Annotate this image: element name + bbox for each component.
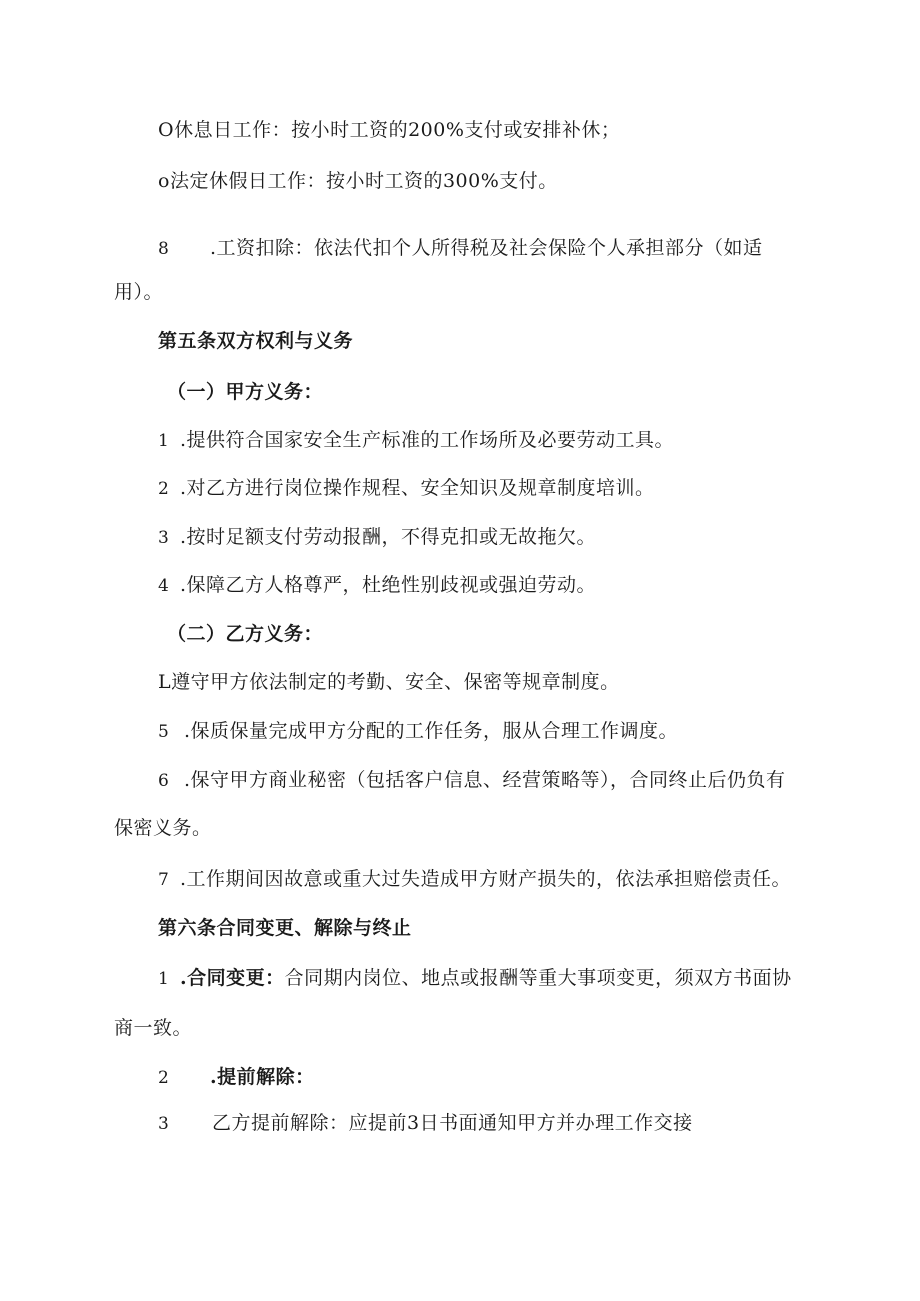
item-number: 2	[158, 479, 170, 499]
item-number: 1	[158, 969, 170, 989]
item-number: 3	[158, 1114, 170, 1134]
item-number: 7	[158, 870, 170, 890]
item-number: 4	[158, 576, 170, 596]
item-number: 3	[158, 528, 170, 548]
line-text: L遵守甲方依法制定的考勤、安全、保密等规章制度。	[158, 671, 620, 693]
party-b-item-1	[158, 670, 620, 694]
party-a-item-3	[158, 525, 596, 550]
line-text: .按时足额支付劳动报酬，不得克扣或无故拖欠。	[180, 526, 597, 548]
line-text: .工作期间因故意或重大过失造成甲方财产损失的，依法承担赔偿责任。	[180, 868, 792, 890]
party-b-item-6	[158, 768, 786, 793]
wage-deduction-continuation	[114, 280, 163, 304]
line-text: O休息日工作：按小时工资的200%支付或安排补休；	[158, 119, 621, 141]
party-a-obligations-heading	[167, 380, 323, 404]
line-text: .提前解除：	[210, 1066, 315, 1088]
section-heading: 第六条合同变更、解除与终止	[158, 917, 412, 939]
line-text: 用）。	[114, 281, 164, 303]
line-text: 商一致。	[114, 1017, 193, 1039]
contract-change-continuation	[114, 1016, 192, 1040]
line-text: 保密义务。	[114, 817, 212, 839]
party-b-item-5	[158, 719, 678, 744]
item-number: 5	[158, 722, 170, 742]
bold-term: .合同变更：	[180, 967, 285, 989]
article-six-heading	[158, 916, 412, 940]
subsection-heading: （二）乙方义务：	[167, 623, 324, 645]
line-text: .工资扣除：依法代扣个人所得税及社会保险个人承担部分（如适	[210, 237, 763, 259]
line-text: o法定休假日工作：按小时工资的300%支付。	[158, 170, 558, 192]
line-text: 乙方提前解除：应提前3日书面通知甲方并办理工作交接	[212, 1112, 693, 1134]
article-five-heading	[158, 329, 353, 353]
line-text: .提供符合国家安全生产标准的工作场所及必要劳动工具。	[180, 429, 675, 451]
contract-change-line	[158, 966, 792, 991]
party-b-item-7	[158, 867, 791, 892]
item-number: 8	[158, 239, 170, 259]
line-text: .保守甲方商业秘密（包括客户信息、经营策略等），合同终止后仍负有	[184, 769, 786, 791]
party-a-item-4	[158, 573, 596, 598]
party-a-item-2	[158, 476, 655, 501]
party-a-item-1	[158, 428, 674, 453]
overtime-rest-day-line	[158, 118, 620, 142]
section-heading: 第五条双方权利与义务	[158, 330, 354, 352]
item-number: 1	[158, 431, 170, 451]
line-text: .保质保量完成甲方分配的工作任务，服从合理工作调度。	[184, 720, 679, 742]
item-number: 6	[158, 771, 170, 791]
wage-deduction-line	[158, 236, 763, 261]
line-text: 合同期内岗位、地点或报酬等重大事项变更，须双方书面协	[284, 967, 792, 989]
party-b-early-termination-line	[158, 1111, 693, 1136]
subsection-heading: （一）甲方义务：	[167, 381, 324, 403]
line-text: .对乙方进行岗位操作规程、安全知识及规章制度培训。	[180, 477, 655, 499]
overtime-holiday-line	[158, 169, 558, 193]
party-b-item-6-continuation	[114, 816, 212, 840]
early-termination-heading	[158, 1065, 315, 1090]
party-b-obligations-heading	[167, 622, 323, 646]
line-text: .保障乙方人格尊严，杜绝性别歧视或强迫劳动。	[180, 574, 597, 596]
item-number: 2	[158, 1068, 170, 1088]
